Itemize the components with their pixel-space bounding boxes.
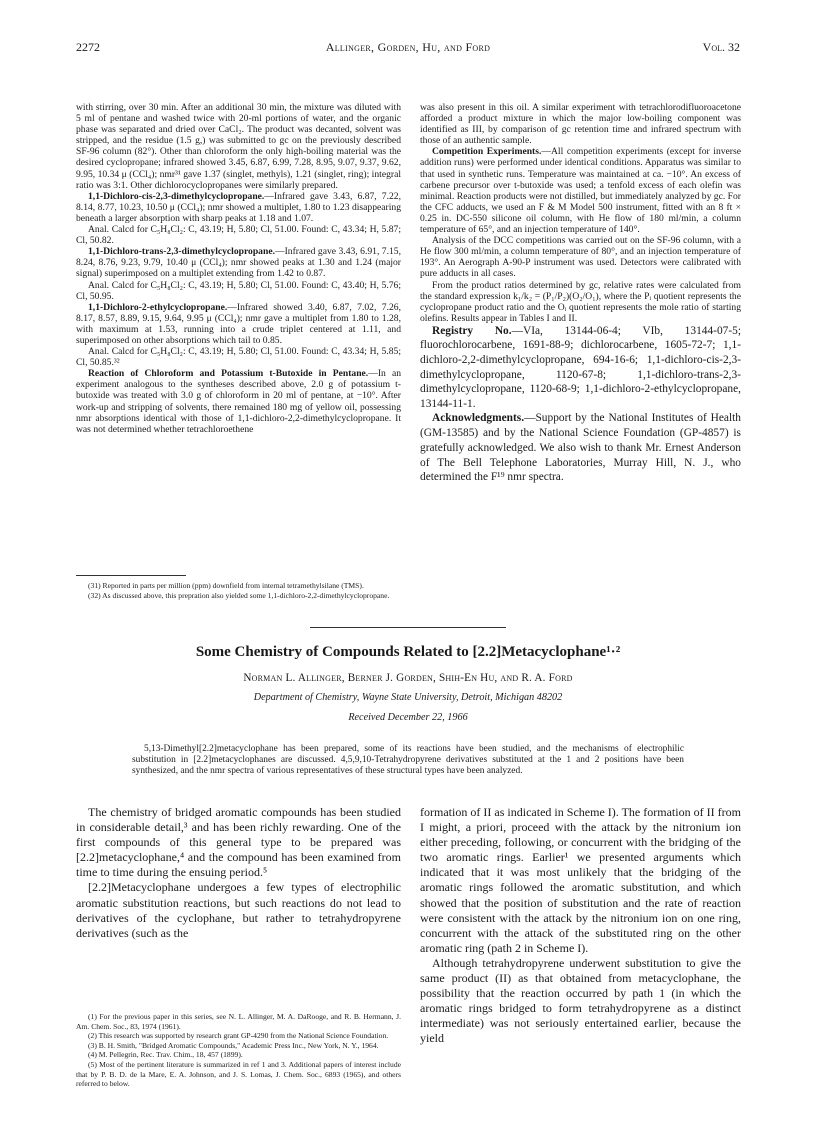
footnote: (32) As discussed above, this prepration also yielded some 1,1-dichloro-2,2-dimethylcyclopropane.: [88, 590, 390, 600]
body-paragraph: Although tetrahydropyrene underwent substitution to give the same product (II) as that obtained from metacyclophane, the possibility that the reaction occurred by path 1 (in which the aromatic rings bridged to form tetrahydropyrene as a distinct intermediate) was not seriously entertained earlier, because the yield: [420, 955, 741, 1046]
volume-label: Vol. 32: [702, 40, 740, 54]
page-number: 2272: [76, 40, 100, 54]
footnotes-bottom: [76, 1012, 401, 1089]
body-right-column: [420, 805, 741, 1047]
section-heading: 1,1-Dichloro-2-ethylcyclopropane.: [88, 301, 228, 313]
experimental-paragraph: [420, 146, 741, 235]
section-text: —Infrared gave 3.43, 6.87, 7.22, 8.14, 8.77, 10.23, 10.50 μ (CCl₄); nmr showed a multiplet, 1.80 to 1.23 disappearing beneath a larger absorption with sharp peaks at 1.18 and 1.07.: [76, 190, 401, 224]
registry-label: Registry No.: [432, 324, 512, 337]
experimental-paragraph: Analysis of the DCC competitions was carried out on the SF-96 column, with a He flow 300 ml/min, a column temperature of 80°, and an injection temperature of 193°. An Aerograph A-90-P instrument was used. Detectors were calibrated with pure adducts in all cases.: [420, 235, 741, 280]
experimental-paragraph: [76, 246, 401, 279]
experimental-paragraph: was also present in this oil. A similar experiment with tetrachlorodifluoroacetone afforded a product mixture in which the major low-boiling component was identified as III, by comparison of gc retention time and infrared spectrum with those of an authentic sample.: [420, 102, 741, 147]
experimental-paragraph: [76, 191, 401, 224]
experimental-paragraph: with stirring, over 30 min. After an additional 30 min, the mixture was diluted with 5 ml of pentane and washed twice with 20-ml portions of water, and the organic phase was separated and dried over CaCl₂. The product was decanted, solvent was stripped, and the residue (1.5 g,) was submitted to gc on the previously described SF-96 column (82°). Other than chloroform the only high-boiling material was the desired cyclopropane; infrared showed 3.45, 6.87, 6.99, 7.28, 8.95, 9.07, 9.37, 9.62, 9.95, 10.34 μ (CCl₄); nmr³¹ gave 1.37 (singlet, methyls), 1.21 (singlet, ring); integral ratio was 3:1. Other dichlorocyclopropanes were similarly prepared.: [76, 102, 401, 191]
article-authors: Norman L. Allinger, Berner J. Gorden, Shih-En Hu, and R. A. Ford: [243, 672, 573, 684]
section-text: —Infrared showed 3.40, 6.87, 7.02, 7.26, 8.17, 8.57, 8.89, 9.15, 9.64, 9.95 μ (CCl₄); nmr gave a multiplet from 1.80 to 1.28, with maximum at 1.53, running into a crude triplet centered at 1.11, and superimposed on other absorptions which tail to 0.85.: [76, 301, 401, 346]
body-left-column: [76, 805, 401, 941]
article-title: Some Chemistry of Compounds Related to [2.2]Metacyclophane¹·²: [195, 644, 621, 660]
abstract: 5,13-Dimethyl[2.2]metacyclophane has been prepared, some of its reactions have been studied, and the mechanisms of electrophilic substitution in [2.2]metacyclophanes are discussed. 4,5,9,10-Tetrahydropyrene derivatives substituted at the 1 and 2 positions have been synthesized, and the nmr spectra of various representatives of these structural types have been analyzed.: [132, 744, 684, 777]
running-title: Allinger, Gorden, Hu, and Ford: [325, 40, 491, 54]
acknowledgments-label: Acknowledgments.: [432, 412, 525, 425]
body-paragraph: [2.2]Metacyclophane undergoes a few types of electrophilic aromatic substitution reactions, but such reactions do not lead to derivatives of the cyclophane, but rather to tetrahydropyrene derivatives (such as the: [76, 880, 401, 940]
section-heading: 1,1-Dichloro-cis-2,3-dimethylcyclopropane.: [88, 190, 265, 202]
section-heading: Competition Experiments.: [432, 146, 542, 158]
section-text: —In an experiment analogous to the syntheses described above, 2.0 g of potassium t-butoxide was treated with 3.0 g of chloroform in 20 ml of pentane, at −10°. After work-up and stripping of solvents, there remained 180 mg of yellow oil, possessing nmr absorptions identical with those of 1,1-dichloro-2,2-dimethylcyclopropane. It was not determined whether tetrachloroethene: [76, 368, 401, 435]
section-heading: 1,1-Dichloro-trans-2,3-dimethylcyclopropane.: [88, 246, 275, 258]
section-heading: Reaction of Chloroform and Potassium t-Butoxide in Pentane.: [88, 368, 369, 380]
acknowledgments: [420, 411, 741, 485]
analysis-line: Anal. Calcd for C₅H₈Cl₂: C, 43.19; H, 5.80; Cl, 51.00. Found: C, 43.34; H, 5.87; Cl, 50.82.: [76, 224, 401, 247]
article-affiliation: Department of Chemistry, Wayne State University, Detroit, Michigan 48202: [253, 692, 563, 703]
footnote: (5) Most of the pertinent literature is summarized in ref 1 and 3. Additional papers of interest include that by P. B. D. de la Mare, E. A. Johnson, and J. S. Lomas, J. Chem. Soc., 6893 (1965), and others referred to below.: [76, 1059, 401, 1089]
registry-text: —VIa, 13144-06-4; VIb, 13144-07-5; fluorochlorocarbene, 1691-88-9; dichlorocarbene, 1605-72-7; 1,1-dichloro-2,2-dimethylcyclopropane, 694-16-6; 1,1-dichloro-cis-2,3-dimethylcyclopropane, 1120-67-8; 1,1-dichloro-trans-2,3-dimethylcyclopropane, 1120-68-9; 1,1-dichloro-2-ethylcyclopropane, 13144-11-1.: [420, 324, 741, 410]
experimental-paragraph: [76, 302, 401, 346]
article-separator: [310, 627, 506, 628]
registry-numbers: [420, 324, 741, 412]
footnote: (1) For the previous paper in this series, see N. L. Allinger, M. A. DaRooge, and R. B. Hermann, J. Am. Chem. Soc., 83, 1974 (1961).: [76, 1012, 401, 1031]
footnote: (2) This research was supported by research grant GP-4290 from the National Science Foundation.: [88, 1031, 389, 1041]
analysis-line: Anal. Calcd for C₅H₈Cl₂: C, 43.19; H, 5.80; Cl, 51.00. Found: C, 43.34; H, 5.85; Cl, 50.85.³²: [76, 346, 401, 369]
page-header: [76, 40, 740, 60]
analysis-line: Anal. Calcd for C₅H₈Cl₂: C, 43.19; H, 5.80; Cl, 51.00. Found: C, 43.40; H, 5.76; Cl, 50.95.: [76, 279, 401, 302]
body-paragraph: The chemistry of bridged aromatic compounds has been studied in considerable detail,³ and has been richly rewarding. One of the first compounds of this general type to be prepared was [2.2]metacyclophane,⁴ and the compound has been examined from time to time during the ensuing period.⁵: [76, 805, 401, 880]
footnote: (4) M. Pellegrin, Rec. Trav. Chim., 18, 457 (1899).: [88, 1050, 243, 1060]
body-paragraph: formation of II as indicated in Scheme I). The formation of II from I might, a priori, proceed with the attack by the nitronium ion either preceding, following, or concurrent with the bridging of the two aromatic rings. Earlier¹ we presented arguments which indicated that it was most unlikely that the bridging of the aromatic rings followed the aromatic substitution, and which showed that the position of substitution and the rate of reaction were consistent with the attack by the nitronium ion on one ring, concurrent with the attack of the substituted ring on the other aromatic ring (path 2 in Scheme I).: [420, 805, 741, 955]
experimental-right-column: [420, 102, 741, 485]
experimental-left-column: [76, 102, 401, 435]
experimental-paragraph: [76, 368, 401, 435]
footnote: (31) Reported in parts per million (ppm) downfield from internal tetramethylsilane (TMS).: [88, 581, 364, 590]
section-text: —All competition experiments (except for inverse addition runs) were performed under identical conditions. Apparatus was similar to that used in synthetic runs. Temperature was maintained at ca. −10°. An excess of carbene precursor over t-butoxide was used; a tenfold excess of each olefin was minimal. Reaction products were not distilled, but immediately analyzed by gc. For the CFC adducts, we used an F & M Model 500 instrument, fitted with an 8 ft × 0.25 in. DC-550 silicone oil column, with He flow of 180 ml/min, a column temperature of 65°, and an injection temperature of 140°.: [420, 146, 741, 236]
acknowledgments-text: —Support by the National Institutes of Health (GM-13585) and by the National Science Foundation (GP-4857) is gratefully acknowledged. We also wish to thank Mr. Ernest Anderson of The Bell Telephone Laboratories, Murray Hill, N. J., who determined the F¹⁹ nmr spectra.: [420, 412, 741, 484]
footnotes-top: [76, 575, 401, 600]
received-date: Received December 22, 1966: [348, 712, 468, 723]
section-text: —Infrared gave 3.43, 6.91, 7.15, 8.24, 8.76, 9.23, 9.79, 10.40 μ (CCl₄); nmr showed peaks at 1.30 and 1.24 (major signal) superimposed on a multiplet extending from 1.42 to 0.87.: [76, 246, 401, 280]
footnote-rule: [76, 575, 186, 576]
footnote: (3) B. H. Smith, "Bridged Aromatic Compounds," Academic Press Inc., New York, N. Y., 1964.: [88, 1040, 379, 1050]
experimental-paragraph: From the product ratios determined by gc, relative rates were calculated from the standard expression k₁/k₂ = (P₁/P₂)(O₂/O₁), where the Pᵢ quotient represents the cyclopropane product ratio and the Oᵢ quotient represents the mole ratio of starting olefins. Results appear in Tables I and II.: [420, 279, 741, 324]
